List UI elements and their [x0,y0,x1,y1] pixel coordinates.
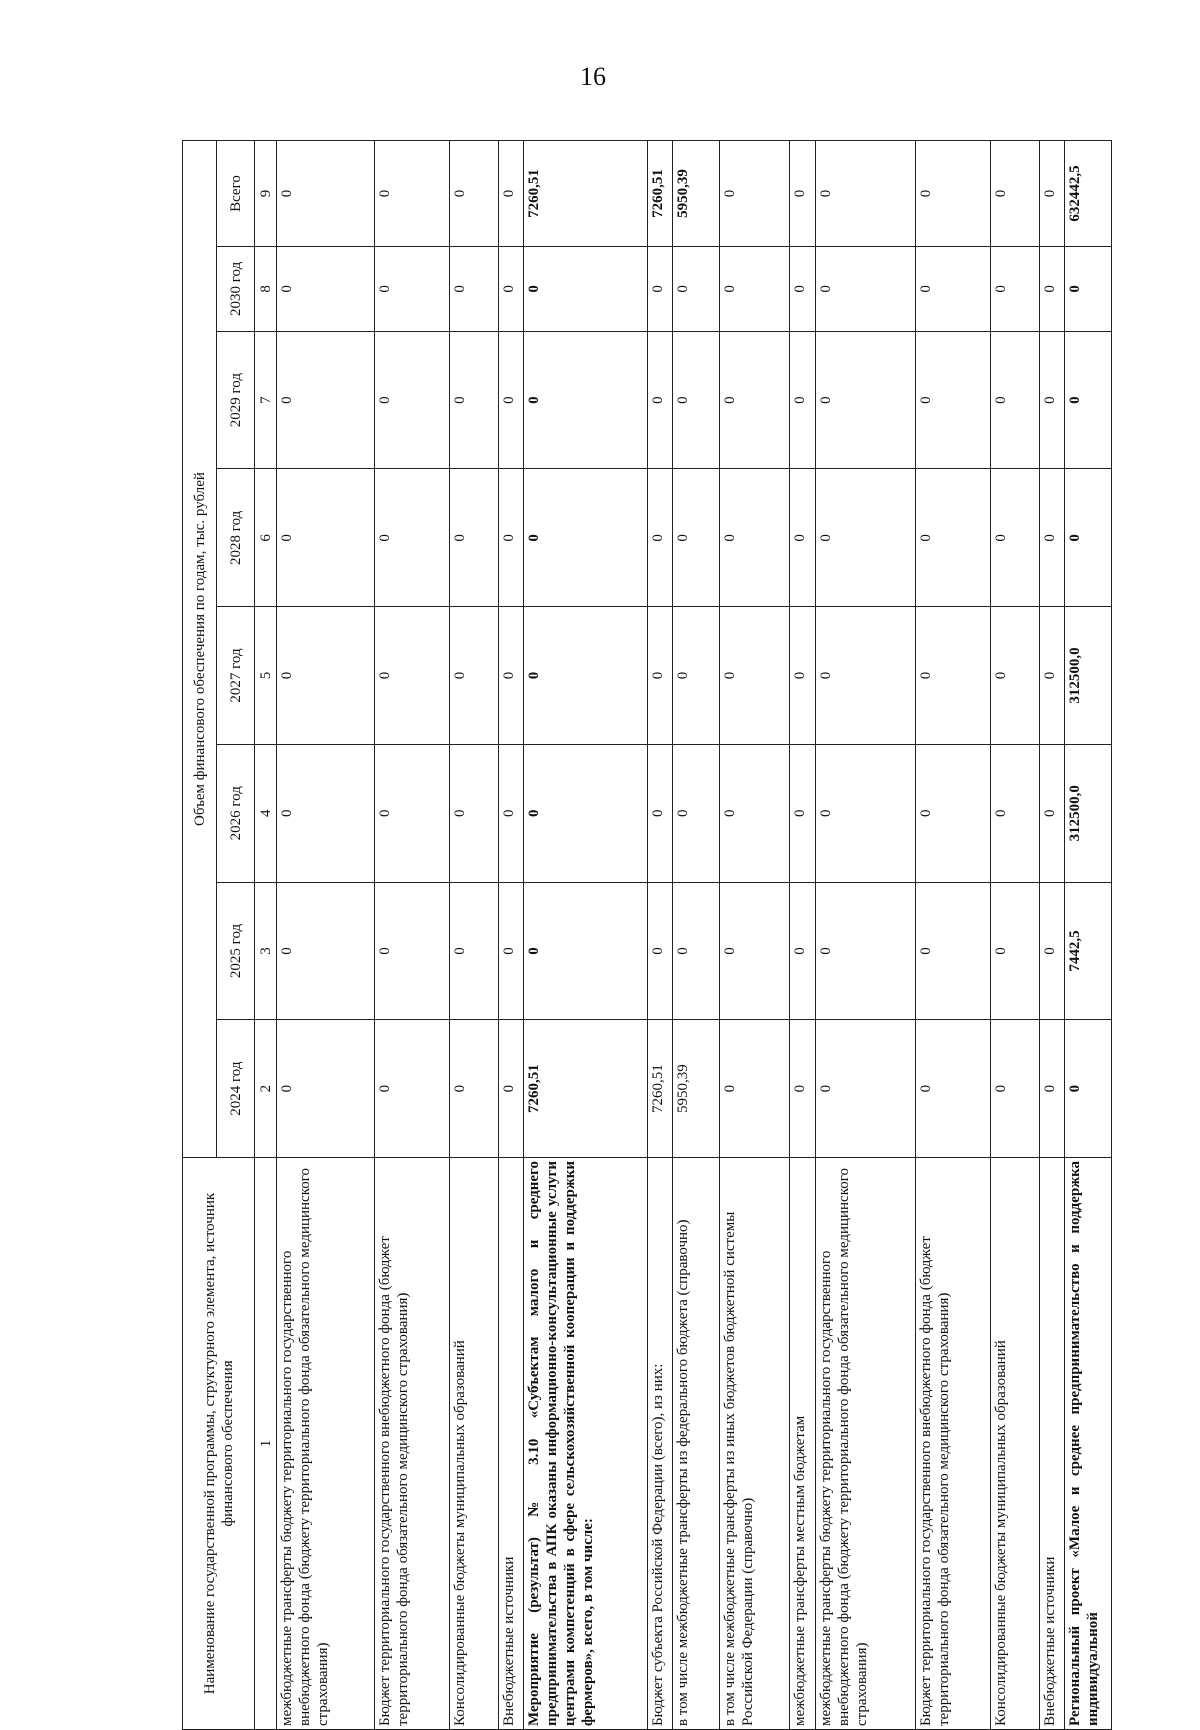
row-total: 0 [498,141,524,247]
row-value: 0 [1065,1020,1112,1158]
row-value: 0 [524,331,648,469]
table-row [673,141,720,1730]
row-value: 0 [916,247,991,332]
row-total: 0 [277,141,375,247]
column-number: 1 [255,1158,277,1730]
row-value: 0 [815,469,915,607]
row-value: 0 [449,607,498,745]
header-year: 2030 год [217,247,255,332]
row-value: 0 [673,247,720,332]
header-year: 2028 год [217,469,255,607]
row-value: 0 [498,882,524,1020]
row-value: 0 [990,744,1039,882]
column-number: 8 [255,247,277,332]
row-value: 0 [1065,247,1112,332]
table-body [277,141,1112,1730]
row-value: 0 [790,331,816,469]
column-number: 4 [255,744,277,882]
row-value: 0 [374,607,449,745]
header-year: 2029 год [217,331,255,469]
row-value: 0 [1039,1020,1065,1158]
row-value: 0 [1065,331,1112,469]
row-value: 0 [916,469,991,607]
row-value: 0 [1039,882,1065,1020]
table-row [1039,141,1065,1730]
row-value: 0 [498,744,524,882]
row-total: 0 [1039,141,1065,247]
row-value: 0 [374,247,449,332]
row-value: 0 [720,744,790,882]
row-value: 0 [720,882,790,1020]
row-value: 0 [990,247,1039,332]
column-number: 9 [255,141,277,247]
row-value: 5950,39 [673,1020,720,1158]
row-value: 0 [815,882,915,1020]
row-value: 0 [498,469,524,607]
row-name: в том числе межбюджетные трансферты из иных бюджетов бюджетной системы Российской Федерации (справочно) [720,1158,790,1730]
row-value: 0 [647,469,673,607]
row-name: Бюджет субъекта Российской Федерации (всего), из них: [647,1158,673,1730]
column-number: 6 [255,469,277,607]
row-value: 0 [720,1020,790,1158]
row-value: 0 [916,882,991,1020]
row-total: 0 [720,141,790,247]
row-value: 7260,51 [524,1020,648,1158]
header-name-column: Наименование государственной программы, структурного элемента, источник финансового обеспечения [183,1158,255,1730]
page-number: 16 [580,62,606,91]
header-volume-title: Объем финансового обеспечения по годам, тыс. рублей [183,141,217,1158]
row-value: 0 [524,607,648,745]
financing-table [182,140,1112,1730]
row-value: 0 [673,469,720,607]
row-value: 0 [790,247,816,332]
row-value: 0 [277,331,375,469]
row-value: 0 [449,882,498,1020]
row-value: 0 [790,744,816,882]
row-name: межбюджетные трансферты местным бюджетам [790,1158,816,1730]
row-value: 0 [990,607,1039,745]
row-total: 0 [990,141,1039,247]
table-row [498,141,524,1730]
header-total: Всего [217,141,255,247]
table-row [790,141,816,1730]
row-value: 0 [647,607,673,745]
row-total: 5950,39 [673,141,720,247]
column-number: 7 [255,331,277,469]
row-value: 0 [647,744,673,882]
column-number: 3 [255,882,277,1020]
row-total: 632442,5 [1065,141,1112,247]
row-value: 0 [524,744,648,882]
row-value: 0 [498,247,524,332]
header-year: 2025 год [217,882,255,1020]
row-value: 0 [790,882,816,1020]
row-name: Консолидированные бюджеты муниципальных образований [449,1158,498,1730]
row-value: 0 [790,607,816,745]
table-row [720,141,790,1730]
row-value: 0 [990,331,1039,469]
row-total: 0 [916,141,991,247]
row-value: 312500,0 [1065,744,1112,882]
row-value: 0 [1039,744,1065,882]
row-value: 0 [790,469,816,607]
row-value: 0 [815,607,915,745]
row-name: Внебюджетные источники [1039,1158,1065,1730]
row-value: 0 [498,607,524,745]
row-value: 0 [673,607,720,745]
row-value: 0 [916,744,991,882]
row-value: 0 [277,469,375,607]
row-value: 0 [647,882,673,1020]
table-row [1065,141,1112,1730]
row-total: 7260,51 [647,141,673,247]
row-value: 0 [1039,469,1065,607]
row-value: 0 [374,469,449,607]
row-value: 0 [990,469,1039,607]
row-name: Бюджет территориального государственного внебюджетного фонда (бюджет территориального фонда обязательного медицинского страхования) [916,1158,991,1730]
row-value: 0 [815,331,915,469]
row-name: Консолидированные бюджеты муниципальных образований [990,1158,1039,1730]
row-value: 0 [916,1020,991,1158]
row-value: 0 [815,744,915,882]
row-name: межбюджетные трансферты бюджету территориального государственного внебюджетного фонда (бюджету территориального фонда обязательного медицинского страхования) [815,1158,915,1730]
row-value: 0 [720,331,790,469]
row-name: Бюджет территориального государственного внебюджетного фонда (бюджет территориального фонда обязательного медицинского страхования) [374,1158,449,1730]
row-value: 0 [647,247,673,332]
row-value: 312500,0 [1065,607,1112,745]
row-value: 0 [498,331,524,469]
row-value: 0 [673,331,720,469]
row-value: 0 [1039,607,1065,745]
table-row [647,141,673,1730]
table-row [990,141,1039,1730]
table-row [374,141,449,1730]
row-value: 0 [277,607,375,745]
row-name: межбюджетные трансферты бюджету территориального государственного внебюджетного фонда (бюджету территориального фонда обязательного медицинского страхования) [277,1158,375,1730]
row-value: 0 [1039,247,1065,332]
table-row [815,141,915,1730]
row-value: 0 [673,882,720,1020]
row-total: 7260,51 [524,141,648,247]
row-name: Региональный проект «Малое и среднее предпринимательство и поддержка индивидуальной [1065,1158,1112,1730]
row-value: 0 [990,882,1039,1020]
header-year: 2024 год [217,1020,255,1158]
row-value: 7260,51 [647,1020,673,1158]
row-value: 0 [524,882,648,1020]
row-value: 0 [916,331,991,469]
header-year: 2027 год [217,607,255,745]
row-value: 0 [720,247,790,332]
row-value: 0 [449,331,498,469]
row-value: 0 [1039,331,1065,469]
row-value: 0 [449,1020,498,1158]
table-row [449,141,498,1730]
row-value: 0 [673,744,720,882]
header-year: 2026 год [217,744,255,882]
row-total: 0 [374,141,449,247]
row-total: 0 [815,141,915,247]
row-value: 0 [449,469,498,607]
row-name: Внебюджетные источники [498,1158,524,1730]
row-value: 0 [916,607,991,745]
rotated-table-container [182,140,1112,1730]
row-value: 0 [815,1020,915,1158]
table-row [916,141,991,1730]
row-value: 0 [720,607,790,745]
row-value: 7442,5 [1065,882,1112,1020]
row-value: 0 [790,1020,816,1158]
column-number: 5 [255,607,277,745]
row-value: 0 [498,1020,524,1158]
column-number: 2 [255,1020,277,1158]
row-value: 0 [815,247,915,332]
row-value: 0 [277,247,375,332]
row-value: 0 [647,331,673,469]
row-value: 0 [1065,469,1112,607]
row-value: 0 [990,1020,1039,1158]
row-name: Мероприятие (результат) № 3.10 «Субъектам малого и среднего предпринимательства в АПК оказаны информационно-консультационные услуги центрами компетенций в сфере сельскохозяйственной кооперации и поддержки фермеров», всего, в том числе: [524,1158,648,1730]
row-name: в том числе межбюджетные трансферты из федерального бюджета (справочно) [673,1158,720,1730]
row-value: 0 [524,469,648,607]
row-value: 0 [449,744,498,882]
row-value: 0 [277,882,375,1020]
row-total: 0 [790,141,816,247]
row-value: 0 [374,1020,449,1158]
table-row [524,141,648,1730]
row-value: 0 [277,744,375,882]
row-value: 0 [374,744,449,882]
row-value: 0 [449,247,498,332]
row-value: 0 [277,1020,375,1158]
row-total: 0 [449,141,498,247]
row-value: 0 [374,331,449,469]
row-value: 0 [720,469,790,607]
table-row [277,141,375,1730]
row-value: 0 [374,882,449,1020]
row-value: 0 [524,247,648,332]
